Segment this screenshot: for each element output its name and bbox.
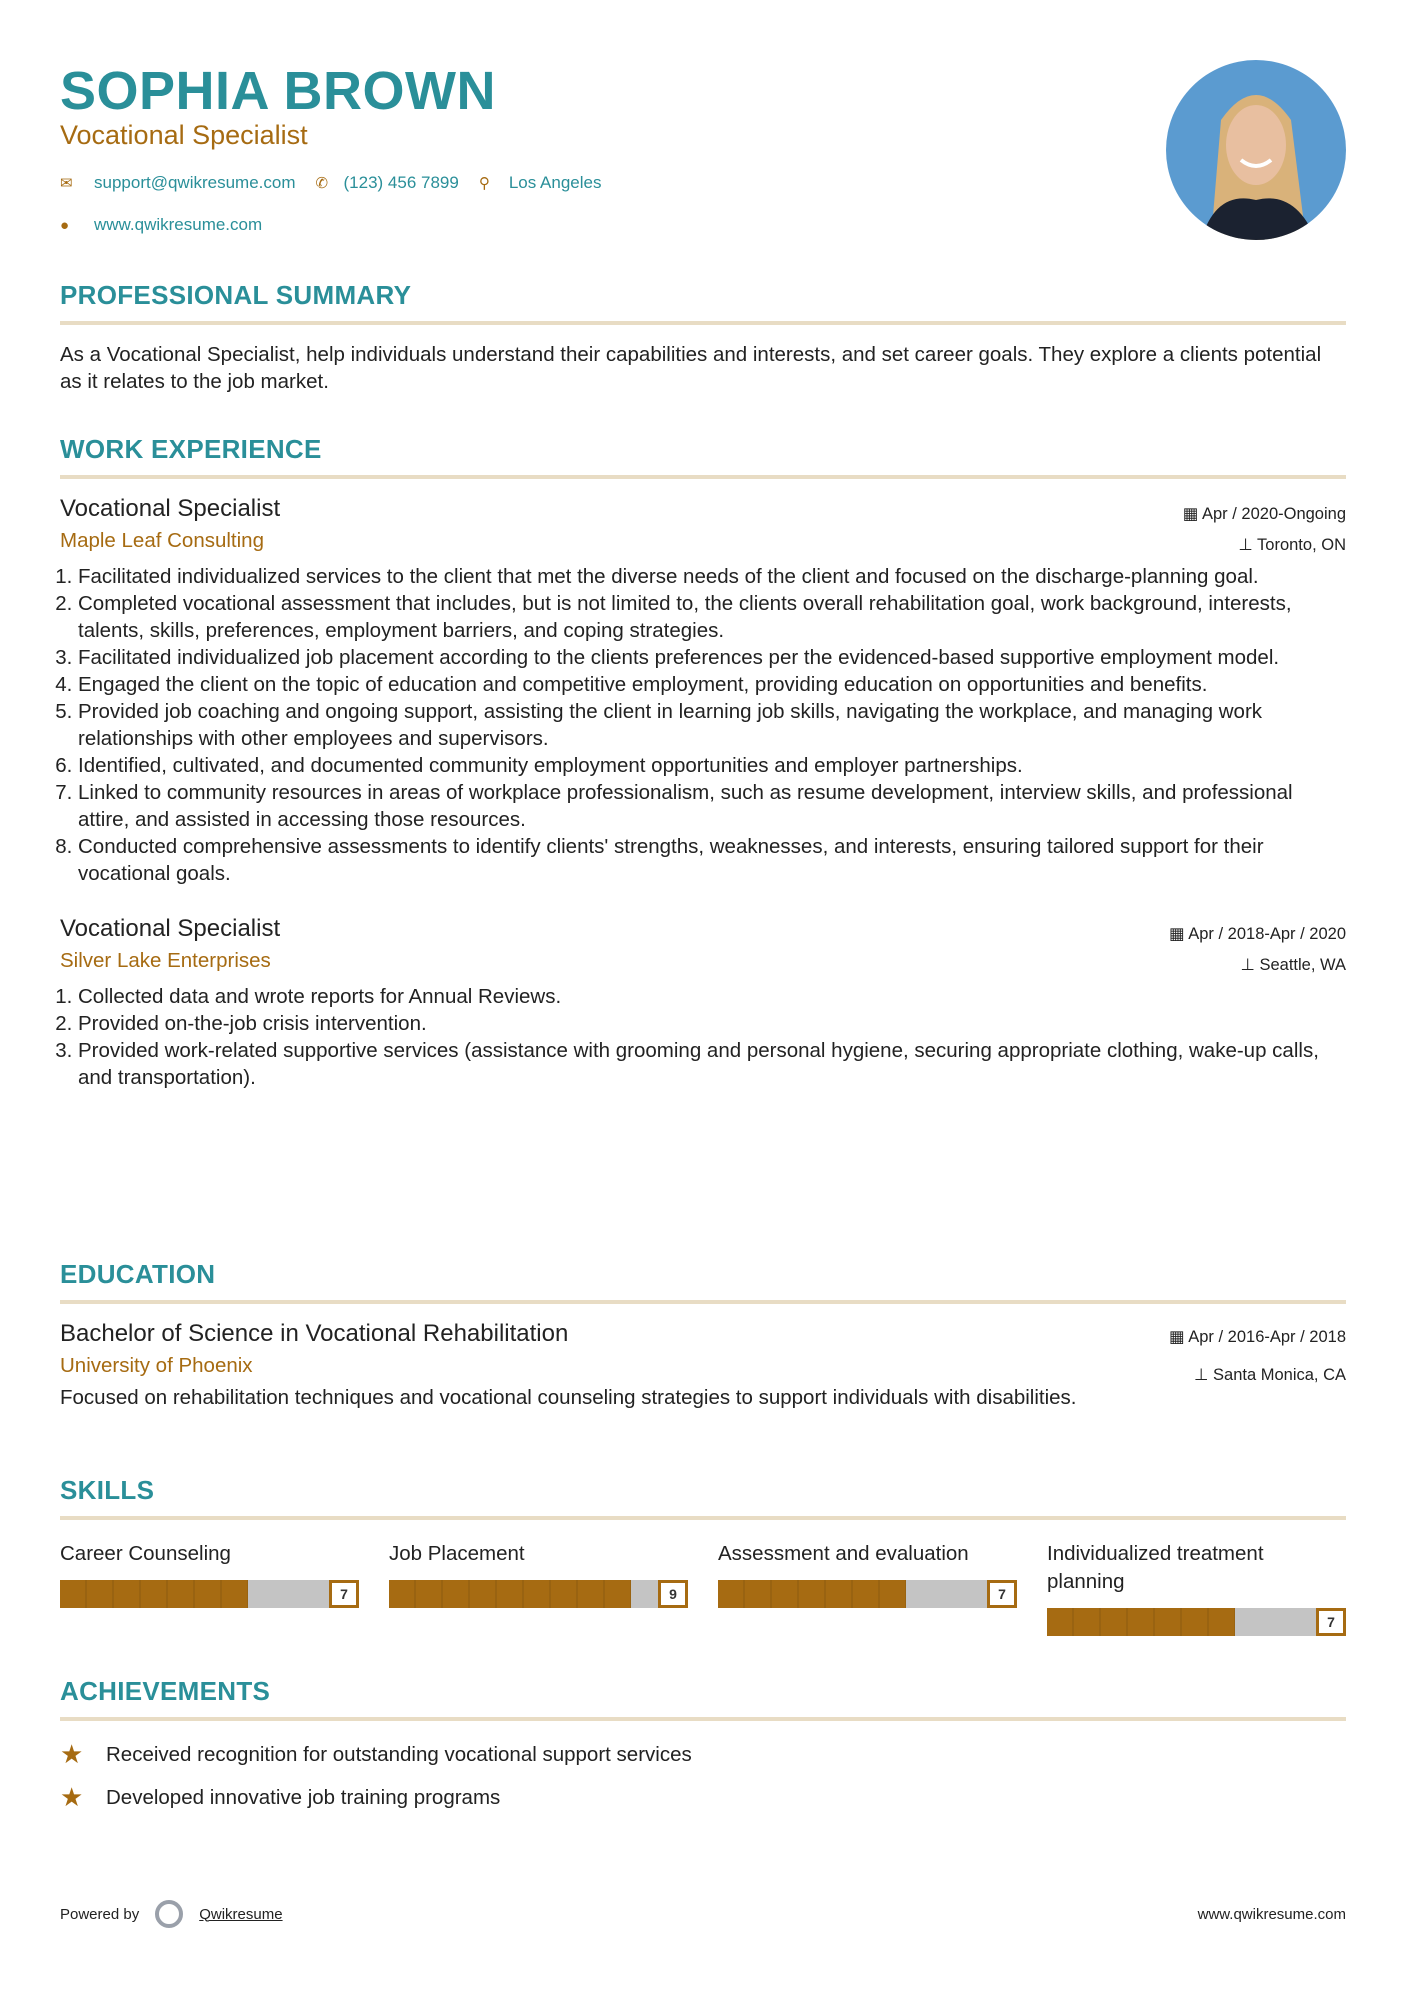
calendar-icon: ▦ [1182,505,1202,523]
achievements-section [60,1676,1346,1813]
skill-item [1047,1540,1346,1636]
school-name: University of Phoenix [60,1354,253,1377]
phone-icon: ✆ [315,175,329,192]
skill-label: Job Placement [389,1542,525,1565]
job-entry [60,495,1346,887]
duties-list [60,983,1346,1091]
job-dates: Apr / 2018-Apr / 2020 [1188,925,1346,943]
skill-item [389,1540,688,1636]
list-item: 5. Provided job coaching and ongoing support, assisting the client in learning job skills, navigating the workplace, and managing work relationships with other employees and supervisors. [78,698,1346,752]
list-item: 7. Linked to community resources in areas of workplace professionalism, such as resume development, interview skills, and professional attire, and assisted in accessing those resources. [78,779,1346,833]
skill-bar-fill [389,1580,631,1608]
skill-level: 7 [987,1580,1017,1608]
phone-text: (123) 456 7899 [343,173,459,192]
list-item: 8. Conducted comprehensive assessments to identify clients' strengths, weaknesses, and interests, ensuring tailored support for their vocational goals. [78,833,1346,887]
education-section [60,1259,1346,1411]
candidate-title: Vocational Specialist [60,120,308,150]
list-item: 4. Engaged the client on the topic of education and competitive employment, providing education on opportunities and benefits. [78,671,1346,698]
company-name: Maple Leaf Consulting [60,529,264,552]
pushpin-icon: ⊥ [1194,1366,1214,1384]
qwikresume-link[interactable]: Qwikresume [199,1905,283,1923]
pushpin-icon: ⊥ [1240,956,1260,974]
skill-bar [1047,1608,1346,1636]
skill-bar-fill [60,1580,248,1608]
job-entry [60,915,1346,1091]
pushpin-icon: ⊥ [1238,536,1258,554]
job-dates: Apr / 2020-Ongoing [1201,505,1346,523]
footer-site-link[interactable]: www.qwikresume.com [1197,1905,1346,1923]
skill-level: 7 [329,1580,359,1608]
profile-photo [1166,60,1346,240]
list-item: 3. Provided work-related supportive services (assistance with grooming and personal hygiene, securing appropriate clothing, wake-up calls, and transportation). [78,1037,1346,1091]
footer [60,1900,1346,1928]
summary-text: As a Vocational Specialist, help individuals understand their capabilities and interests, and set career goals. They explore a clients potential as it relates to the job market. [60,343,1322,393]
skill-bar [60,1580,359,1608]
summary-section [60,280,1346,395]
list-item: 2. Completed vocational assessment that includes, but is not limited to, the clients overall rehabilitation goal, work background, interests, talents, skills, preferences, employment barriers, and coping strategies. [78,590,1346,644]
achievement-text: Received recognition for outstanding vocational support services [106,1742,692,1766]
duties-list [60,563,1346,887]
skill-bar-fill [718,1580,906,1608]
job-title: Vocational Specialist [60,495,281,522]
section-heading: ACHIEVEMENTS [60,1676,1346,1721]
section-heading: PROFESSIONAL SUMMARY [60,280,1346,325]
list-item: 2. Provided on-the-job crisis intervention. [78,1010,1346,1037]
achievement-item [60,1782,1346,1813]
list-item: 6. Identified, cultivated, and documented community employment opportunities and employer partnerships. [78,752,1346,779]
candidate-name: SOPHIA BROWN [60,61,496,121]
education-description: Focused on rehabilitation techniques and vocational counseling strategies to support individuals with disabilities. [60,1386,1077,1409]
achievement-text: Developed innovative job training programs [106,1785,501,1809]
skill-label: Assessment and evaluation [718,1542,969,1565]
location-text: Los Angeles [508,173,602,192]
education-entry [60,1320,1346,1411]
job-location: Seattle, WA [1259,956,1346,974]
skill-level: 7 [1316,1608,1346,1636]
company-name: Silver Lake Enterprises [60,949,271,972]
list-item: 3. Facilitated individualized job placement according to the clients preferences per the evidenced-based supportive employment model. [78,644,1346,671]
skill-bar [718,1580,1017,1608]
skills-section [60,1475,1346,1636]
list-item: 1. Collected data and wrote reports for Annual Reviews. [78,983,1346,1010]
job-location: Toronto, ON [1257,536,1346,554]
section-heading: EDUCATION [60,1259,1346,1304]
calendar-icon: ▦ [1168,925,1189,943]
globe-icon: ● [60,216,70,234]
mail-icon: ✉ [60,175,73,192]
section-heading: SKILLS [60,1475,1346,1520]
experience-section [60,434,1346,1091]
skill-bar [389,1580,688,1608]
star-icon: ★ [60,1739,84,1769]
degree: Bachelor of Science in Vocational Rehabilitation [60,1320,569,1347]
email-link[interactable]: support@qwikresume.com [94,173,296,192]
section-heading: WORK EXPERIENCE [60,434,1346,479]
website-row [60,215,262,235]
skill-label: Career Counseling [60,1542,231,1565]
skill-bar-fill [1047,1608,1235,1636]
website-link[interactable]: www.qwikresume.com [94,215,263,234]
star-icon: ★ [60,1782,84,1812]
edu-location: Santa Monica, CA [1213,1366,1346,1384]
job-title: Vocational Specialist [60,915,281,942]
achievement-item [60,1739,1346,1770]
edu-dates: Apr / 2016-Apr / 2018 [1188,1328,1346,1346]
skill-label: Individualized treatment planning [1047,1542,1264,1593]
qwikresume-logo-icon [155,1900,183,1928]
calendar-icon: ▦ [1168,1328,1189,1346]
skill-item [60,1540,359,1636]
skill-item [718,1540,1017,1636]
location-pin-icon: ⚲ [478,175,490,192]
list-item: 1. Facilitated individualized services to the client that met the diverse needs of the client and focused on the discharge-planning goal. [78,563,1346,590]
powered-by-label: Powered by [60,1905,140,1923]
contact-row [60,173,621,193]
skill-level: 9 [658,1580,688,1608]
